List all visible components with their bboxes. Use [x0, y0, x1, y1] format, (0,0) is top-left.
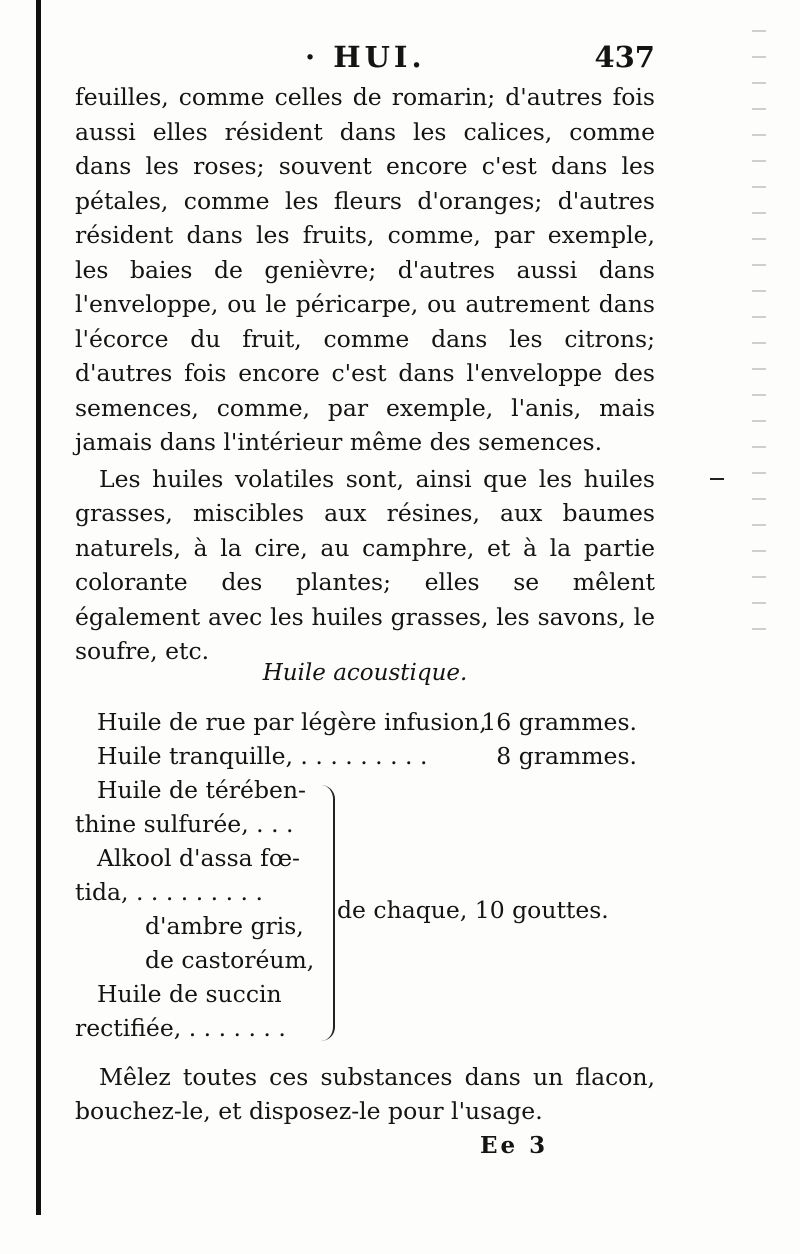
- group-line: rectifiée, . . . . . . .: [75, 1014, 286, 1042]
- paragraph-1: feuilles, comme celles de romarin; d'autres fois aussi elles résident dans les calices, comme dans les roses; souvent encore c'est dans les pétales, comme les fleurs d'oranges; d'autres résident dans les fruits, comme, par exemple, les baies de genièvre; d'autres aussi dans l'enveloppe, ou le péricarpe, ou autrement dans l'écorce du fruit, comme dans les citrons; d'autres fois encore c'est dans l'enveloppe des semences, comme, par exemple, l'anis, mais jamais dans l'intérieur même des semences.: [75, 83, 655, 456]
- page-number: 437: [594, 40, 655, 74]
- group-line: d'ambre gris,: [145, 912, 304, 940]
- curly-brace: [321, 785, 335, 1041]
- group-quantity: de chaque, 10 gouttes.: [337, 896, 609, 924]
- group-line: de castoréum,: [145, 946, 315, 974]
- recipe-title: Huile acoustique.: [262, 660, 468, 686]
- group-ingredients: [75, 773, 317, 1045]
- ingredient-quantity: 16 grammes.: [481, 708, 637, 736]
- margin-dash: [710, 478, 724, 480]
- running-header: [75, 40, 655, 80]
- signature-mark: Ee 3: [480, 1132, 549, 1159]
- margin-marks: [752, 30, 766, 650]
- body-text: [75, 80, 655, 669]
- ingredient-name: Huile tranquille, . . . . . . . . .: [97, 742, 428, 770]
- group-line: Huile de succin: [97, 980, 282, 1008]
- ingredient-name: Huile de rue par légère infusion,: [97, 708, 487, 736]
- group-line: Huile de térében-: [97, 776, 306, 804]
- ingredient-group: [75, 773, 675, 1043]
- header-title: · HUI.: [305, 40, 426, 74]
- closing-line-2: bouchez-le, et disposez-le pour l'usage.: [75, 1097, 543, 1125]
- group-line: thine sulfurée, . . .: [75, 810, 294, 838]
- paragraph-2: Les huiles volatiles sont, ainsi que les huiles grasses, miscibles aux résines, aux baumes naturels, à la cire, au camphre, et à la partie colorante des plantes; elles se mêlent également avec les huiles grasses, les savons, le soufre, etc.: [75, 464, 655, 665]
- closing-instructions: [75, 1060, 655, 1128]
- recipe-block: [75, 705, 665, 1042]
- recipe-row: [75, 705, 665, 739]
- binding-edge: [36, 0, 41, 1215]
- ingredient-quantity: 8 grammes.: [496, 742, 637, 770]
- group-line: tida, . . . . . . . . .: [75, 878, 263, 906]
- recipe-row: [75, 739, 665, 773]
- group-line: Alkool d'assa fœ-: [97, 844, 300, 872]
- closing-line-1: Mêlez toutes ces substances dans un flacon,: [99, 1063, 655, 1091]
